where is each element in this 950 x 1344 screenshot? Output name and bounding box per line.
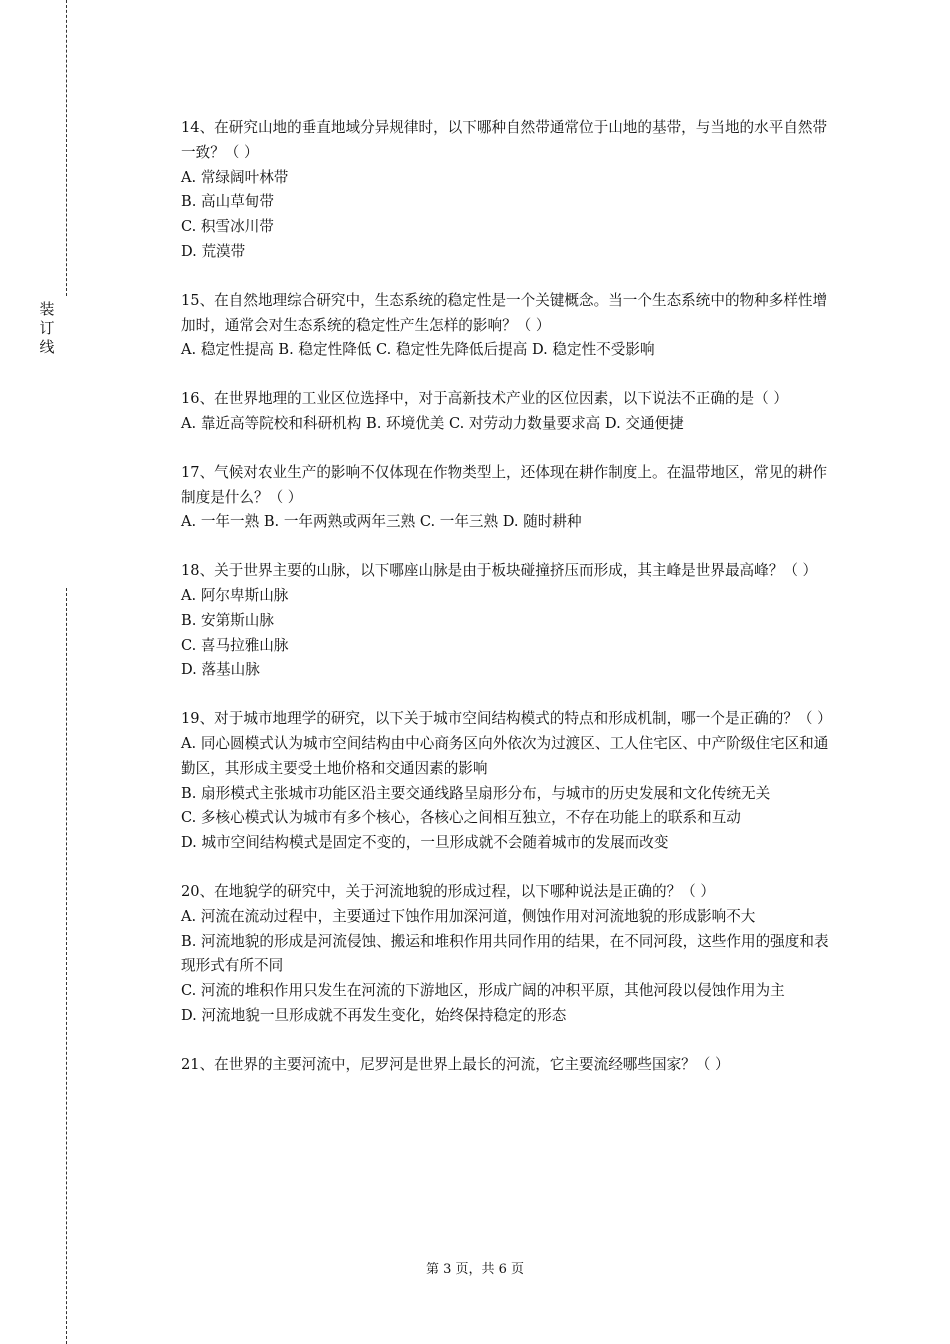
option-a: A. 同心圆模式认为城市空间结构由中心商务区向外依次为过渡区、工人住宅区、中产阶级住宅区和通勤区，其形成主要受土地价格和交通因素的影响 [181,734,829,777]
question-20 [181,880,837,1029]
options-inline: A. 靠近高等院校和科研机构 B. 环境优美 C. 对劳动力数量要求高 D. 交通便捷 [181,414,684,432]
options-inline: A. 一年一熟 B. 一年两熟或两年三熟 C. 一年三熟 D. 随时耕种 [181,513,582,531]
binding-char: 线 [39,338,55,356]
question-17 [181,461,837,535]
option-d: D. 河流地貌一旦形成就不再发生变化，始终保持稳定的形态 [181,1006,567,1024]
option-d: D. 落基山脉 [181,661,260,679]
option-c: C. 积雪冰川带 [181,218,274,236]
question-text: 21、在世界的主要河流中，尼罗河是世界上最长的河流，它主要流经哪些国家？（ ） [181,1055,730,1073]
option-a: A. 河流在流动过程中，主要通过下蚀作用加深河道，侧蚀作用对河流地貌的形成影响不大 [181,907,756,925]
question-text: 16、在世界地理的工业区位选择中，对于高新技术产业的区位因素，以下说法不正确的是（ ） [181,390,788,408]
option-b: B. 安第斯山脉 [181,611,274,629]
question-18 [181,559,837,683]
binding-dashed-line-top [66,0,67,296]
page-footer: 第 3 页，共 6 页 [425,1262,525,1277]
question-text: 19、对于城市地理学的研究，以下关于城市空间结构模式的特点和形成机制，哪一个是正确的？（ ） [181,710,832,728]
question-list [181,116,837,1102]
question-text: 17、气候对农业生产的影响不仅体现在作物类型上，还体现在耕作制度上。在温带地区，常见的耕作制度是什么？（ ） [181,463,828,506]
option-b: B. 高山草甸带 [181,193,274,211]
question-14 [181,116,837,265]
option-d: D. 荒漠带 [181,242,246,260]
option-b: B. 河流地貌的形成是河流侵蚀、搬运和堆积作用共同作用的结果，在不同河段，这些作用的强度和表现形式有所不同 [181,932,829,975]
binding-label [38,300,56,357]
question-21 [181,1053,837,1078]
binding-char: 订 [39,319,55,337]
question-text: 20、在地貌学的研究中，关于河流地貌的形成过程，以下哪种说法是正确的？（ ） [181,882,715,900]
option-c: C. 喜马拉雅山脉 [181,636,289,654]
option-a: A. 常绿阔叶林带 [181,168,289,186]
question-text: 18、关于世界主要的山脉，以下哪座山脉是由于板块碰撞挤压而形成，其主峰是世界最高峰？（ ） [181,562,818,580]
question-text: 14、在研究山地的垂直地域分异规律时，以下哪种自然带通常位于山地的基带，与当地的水平自然带一致？（ ） [181,119,828,161]
question-15 [181,289,837,363]
option-d: D. 城市空间结构模式是固定不变的，一旦形成就不会随着城市的发展而改变 [181,834,669,852]
binding-dashed-line-bottom [66,588,67,1344]
option-b: B. 扇形模式主张城市功能区沿主要交通线路呈扇形分布，与城市的历史发展和文化传统无关 [181,784,771,802]
options-inline: A. 稳定性提高 B. 稳定性降低 C. 稳定性先降低后提高 D. 稳定性不受影响 [181,341,655,359]
question-16 [181,387,837,437]
option-c: C. 河流的堆积作用只发生在河流的下游地区，形成广阔的冲积平原，其他河段以侵蚀作用为主 [181,982,785,1000]
question-text: 15、在自然地理综合研究中，生态系统的稳定性是一个关键概念。当一个生态系统中的物种多样性增加时，通常会对生态系统的稳定性产生怎样的影响？（ ） [181,291,828,334]
option-c: C. 多核心模式认为城市有多个核心，各核心之间相互独立，不存在功能上的联系和互动 [181,809,741,827]
question-19 [181,707,837,856]
binding-char: 装 [39,300,55,318]
option-a: A. 阿尔卑斯山脉 [181,586,289,604]
